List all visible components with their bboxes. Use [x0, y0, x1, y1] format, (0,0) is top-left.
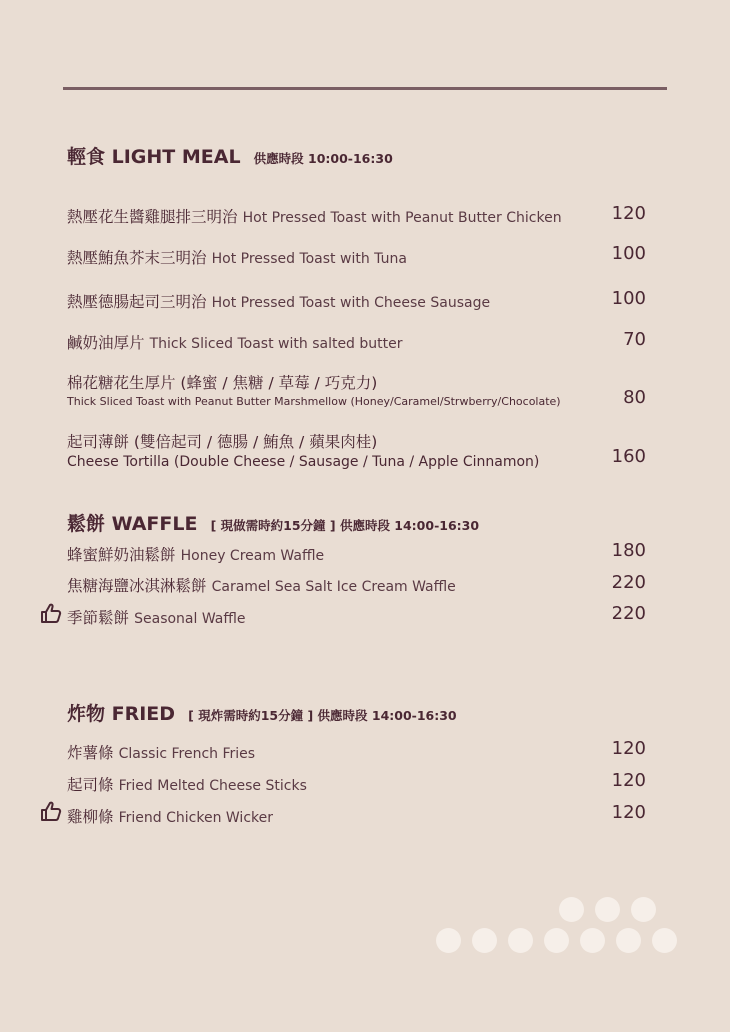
menu-item [67, 773, 307, 795]
item-price: 120 [611, 770, 646, 791]
item-name-zh: 起司薄餅 (雙倍起司 / 德腸 / 鮪魚 / 蘋果肉桂) [67, 433, 378, 451]
section-title: 炸物 FRIED [67, 703, 176, 725]
menu-item [67, 331, 403, 353]
top-divider [63, 87, 667, 90]
item-name-zh: 起司條 [67, 776, 114, 794]
item-name-en: Thick Sliced Toast with salted butter [149, 336, 403, 352]
item-price: 120 [611, 802, 646, 823]
section-title: 鬆餅 WAFFLE [67, 513, 198, 535]
decorative-dot [508, 928, 533, 953]
item-price: 80 [623, 387, 646, 408]
menu-item [67, 371, 561, 408]
item-price: 220 [611, 603, 646, 624]
item-name-en: Hot Pressed Toast with Cheese Sausage [211, 295, 491, 311]
item-name-zh: 季節鬆餅 [67, 609, 130, 627]
section-title: 輕食 LIGHT MEAL [67, 146, 241, 168]
item-name-zh: 熱壓花生醬雞腿排三明治 [67, 208, 238, 226]
section-note: [ 現炸需時約15分鐘 ] 供應時段 14:00-16:30 [188, 708, 457, 723]
menu-item [67, 430, 539, 470]
decorative-dot [652, 928, 677, 953]
item-price: 70 [623, 329, 646, 350]
item-name-en: Friend Chicken Wicker [118, 810, 273, 826]
item-price: 220 [611, 572, 646, 593]
menu-item [67, 290, 490, 312]
item-name-en: Fried Melted Cheese Sticks [118, 778, 307, 794]
item-name-en: Hot Pressed Toast with Peanut Butter Chicken [242, 210, 562, 226]
item-name-en: Seasonal Waffle [134, 611, 246, 627]
thumbs-up-icon [40, 801, 62, 821]
item-name-zh: 鹹奶油厚片 [67, 334, 145, 352]
item-name-zh: 熱壓德腸起司三明治 [67, 293, 207, 311]
decorative-dot [472, 928, 497, 953]
item-price: 100 [611, 243, 646, 264]
item-name-zh: 炸薯條 [67, 744, 114, 762]
section-note: 供應時段 10:00-16:30 [253, 151, 393, 166]
decorative-dot [580, 928, 605, 953]
item-name-en: Hot Pressed Toast with Tuna [211, 251, 407, 267]
item-name-zh: 焦糖海鹽冰淇淋鬆餅 [67, 577, 207, 595]
decorative-dot [436, 928, 461, 953]
item-price: 100 [611, 288, 646, 309]
item-price: 180 [611, 540, 646, 561]
menu-item [67, 246, 407, 268]
item-name-en: Cheese Tortilla (Double Cheese / Sausage / Tuna / Apple Cinnamon) [67, 454, 540, 470]
menu-item [67, 574, 456, 596]
section-note: [ 現做需時約15分鐘 ] 供應時段 14:00-16:30 [210, 518, 480, 533]
item-name-en: Classic French Fries [118, 746, 256, 762]
item-price: 120 [611, 203, 646, 224]
menu-item [67, 805, 273, 827]
decorative-dot [631, 897, 656, 922]
item-name-zh: 蜂蜜鮮奶油鬆餅 [67, 546, 176, 564]
decorative-dot [559, 897, 584, 922]
item-name-en: Thick Sliced Toast with Peanut Butter Marshmellow (Honey/Caramel/Strwberry/Chocolate) [67, 395, 561, 408]
item-price: 160 [611, 446, 646, 467]
section-header-light-meal [67, 142, 393, 169]
decorative-dot [595, 897, 620, 922]
menu-item [67, 543, 324, 565]
menu-item [67, 606, 246, 628]
item-name-zh: 棉花糖花生厚片 (蜂蜜 / 焦糖 / 草莓 / 巧克力) [67, 374, 378, 392]
item-name-en: Honey Cream Waffle [180, 548, 325, 564]
section-header-fried [67, 699, 457, 726]
thumbs-up-icon [40, 603, 62, 623]
decorative-dot [616, 928, 641, 953]
decorative-dot [544, 928, 569, 953]
menu-item [67, 205, 562, 227]
item-price: 120 [611, 738, 646, 759]
section-header-waffle [67, 509, 479, 536]
item-name-zh: 熱壓鮪魚芥末三明治 [67, 249, 207, 267]
item-name-en: Caramel Sea Salt Ice Cream Waffle [211, 579, 456, 595]
menu-item [67, 741, 255, 763]
item-name-zh: 雞柳條 [67, 808, 114, 826]
